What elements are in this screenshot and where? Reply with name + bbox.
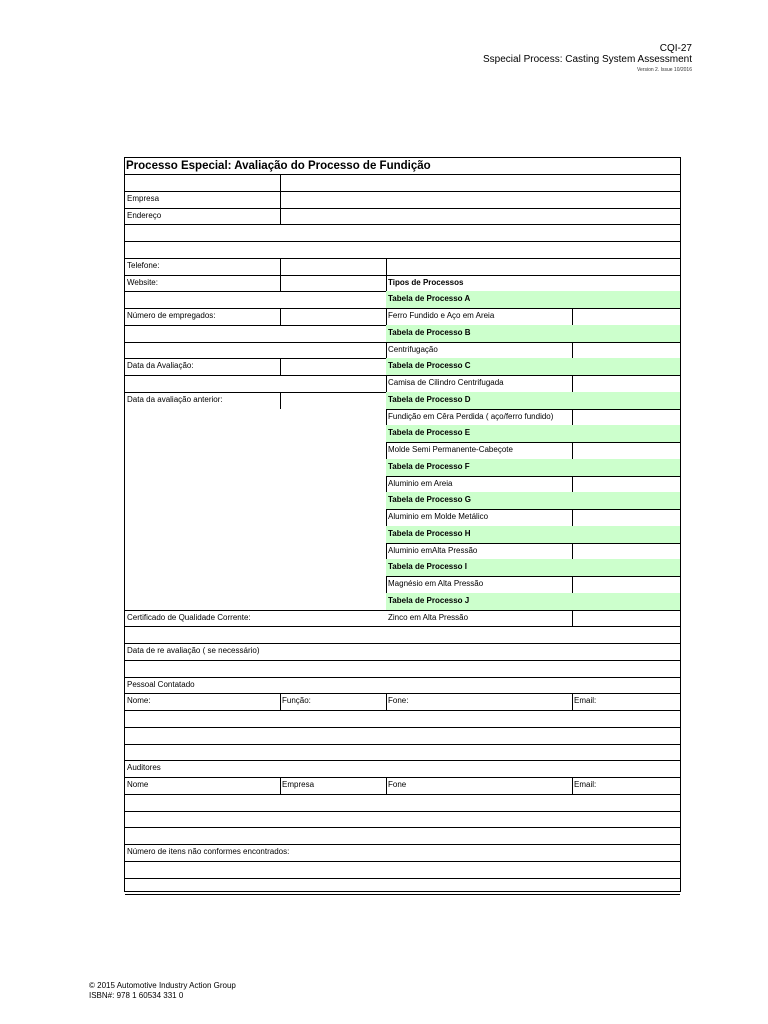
process-table-f: Tabela de Processo F xyxy=(386,459,680,476)
assessment-form xyxy=(124,157,681,892)
process-table-h: Tabela de Processo H xyxy=(386,526,680,543)
row-divider xyxy=(125,325,386,326)
process-checkbox-b[interactable] xyxy=(572,342,680,359)
contact-header-email: Email: xyxy=(574,696,597,706)
process-checkbox-g[interactable] xyxy=(572,509,680,526)
endereco-field-line-3[interactable] xyxy=(125,241,680,258)
process-checkbox-c[interactable] xyxy=(572,375,680,392)
process-table-c: Tabela de Processo C xyxy=(386,358,680,375)
endereco-field-line-2[interactable] xyxy=(125,224,680,241)
process-checkbox-f[interactable] xyxy=(572,476,680,493)
document-code: CQI-27 xyxy=(659,43,692,54)
row-divider xyxy=(125,342,386,343)
contact-row-1[interactable] xyxy=(125,710,680,727)
auditor-header-fone: Fone xyxy=(388,780,407,789)
label-data-avaliacao-anterior: Data da avaliação anterior: xyxy=(127,394,223,404)
endereco-field[interactable] xyxy=(280,208,680,225)
telefone-field[interactable] xyxy=(280,258,386,275)
process-table-j: Tabela de Processo J xyxy=(386,593,680,610)
label-auditores: Auditores xyxy=(127,763,161,773)
auditor-header-nome: Nome xyxy=(127,780,149,789)
contact-row-2[interactable] xyxy=(125,727,680,744)
contact-header-funcao: Função: xyxy=(282,696,311,706)
row-divider xyxy=(125,174,680,175)
row-divider xyxy=(125,291,386,292)
label-data-reavaliacao: Data de re avaliação ( se necessário) xyxy=(127,646,260,655)
process-name-e: Molde Semi Permanente-Cabeçote xyxy=(388,445,513,454)
document-version: Version 2, Issue 10/2016 xyxy=(636,67,692,71)
footer-copyright: © 2015 Automotive Industry Action Group xyxy=(89,981,236,990)
tipos-processos-heading: Tipos de Processos xyxy=(388,277,464,287)
label-endereco: Endereço xyxy=(127,210,162,220)
label-telefone: Telefone: xyxy=(127,260,160,270)
process-name-h: Aluminio emAlta Pressão xyxy=(388,545,478,555)
process-table-b: Tabela de Processo B xyxy=(386,325,680,342)
process-checkbox-e[interactable] xyxy=(572,442,680,459)
column-divider xyxy=(280,174,281,191)
document-subtitle: Sspecial Process: Casting System Assessment xyxy=(483,54,692,65)
label-certificado: Certificado de Qualidade Corrente: xyxy=(127,612,251,622)
process-name-j: Zinco em Alta Pressão xyxy=(388,612,469,622)
label-website: Website: xyxy=(127,277,158,287)
process-name-c: Camisa de Cilindro Centrifugada xyxy=(388,378,504,387)
auditor-row-1[interactable] xyxy=(125,794,680,811)
auditor-header-email: Email: xyxy=(574,780,597,789)
footer-isbn: ISBN#: 978 1 60534 331 0 xyxy=(89,991,184,1000)
auditor-header-empresa: Empresa xyxy=(282,780,315,789)
label-numero-empregados: Número de empregados: xyxy=(127,311,216,320)
process-name-i: Magnésio em Alta Pressão xyxy=(388,579,484,588)
nao-conformes-row-2[interactable] xyxy=(125,878,680,895)
label-empresa: Empresa xyxy=(127,193,160,203)
nao-conformes-row-1[interactable] xyxy=(125,861,680,878)
process-checkbox-h[interactable] xyxy=(572,543,680,560)
process-table-i: Tabela de Processo I xyxy=(386,559,680,576)
process-name-g: Aluminio em Molde Metálico xyxy=(388,512,489,521)
certificado-field[interactable] xyxy=(125,626,680,643)
numero-empregados-field[interactable] xyxy=(280,308,386,325)
process-checkbox-a[interactable] xyxy=(572,308,680,325)
data-reavaliacao-field[interactable] xyxy=(125,660,680,677)
label-nao-conformes: Número de itens não conformes encontrados: xyxy=(127,847,290,856)
process-checkbox-d[interactable] xyxy=(572,409,680,426)
process-name-f: Aluminio em Areia xyxy=(388,478,453,488)
auditor-row-2[interactable] xyxy=(125,811,680,828)
process-checkbox-i[interactable] xyxy=(572,576,680,593)
row-divider xyxy=(125,375,386,376)
data-avaliacao-field[interactable] xyxy=(280,358,386,375)
process-name-b: Centrifugação xyxy=(388,344,438,354)
contact-header-nome: Nome: xyxy=(127,696,151,706)
process-name-d: Fundição em Cêra Perdida ( aço/ferro fundido) xyxy=(388,411,554,421)
data-avaliacao-anterior-field[interactable] xyxy=(280,392,386,409)
process-table-g: Tabela de Processo G xyxy=(386,492,680,509)
process-name-a: Ferro Fundido e Aço em Areia xyxy=(388,311,495,320)
form-title: Processo Especial: Avaliação do Processo de Fundição xyxy=(126,160,431,172)
process-table-d: Tabela de Processo D xyxy=(386,392,680,409)
contact-header-fone: Fone: xyxy=(388,696,409,706)
empresa-field[interactable] xyxy=(280,191,680,208)
contact-row-3[interactable] xyxy=(125,744,680,761)
row-divider xyxy=(125,827,680,828)
nao-conformes-row-3[interactable] xyxy=(125,894,680,911)
label-pessoal-contatado: Pessoal Contatado xyxy=(127,679,195,689)
process-table-e: Tabela de Processo E xyxy=(386,425,680,442)
label-data-avaliacao: Data da Avaliação: xyxy=(127,361,194,371)
website-field[interactable] xyxy=(280,275,386,292)
process-table-a: Tabela de Processo A xyxy=(386,291,680,308)
